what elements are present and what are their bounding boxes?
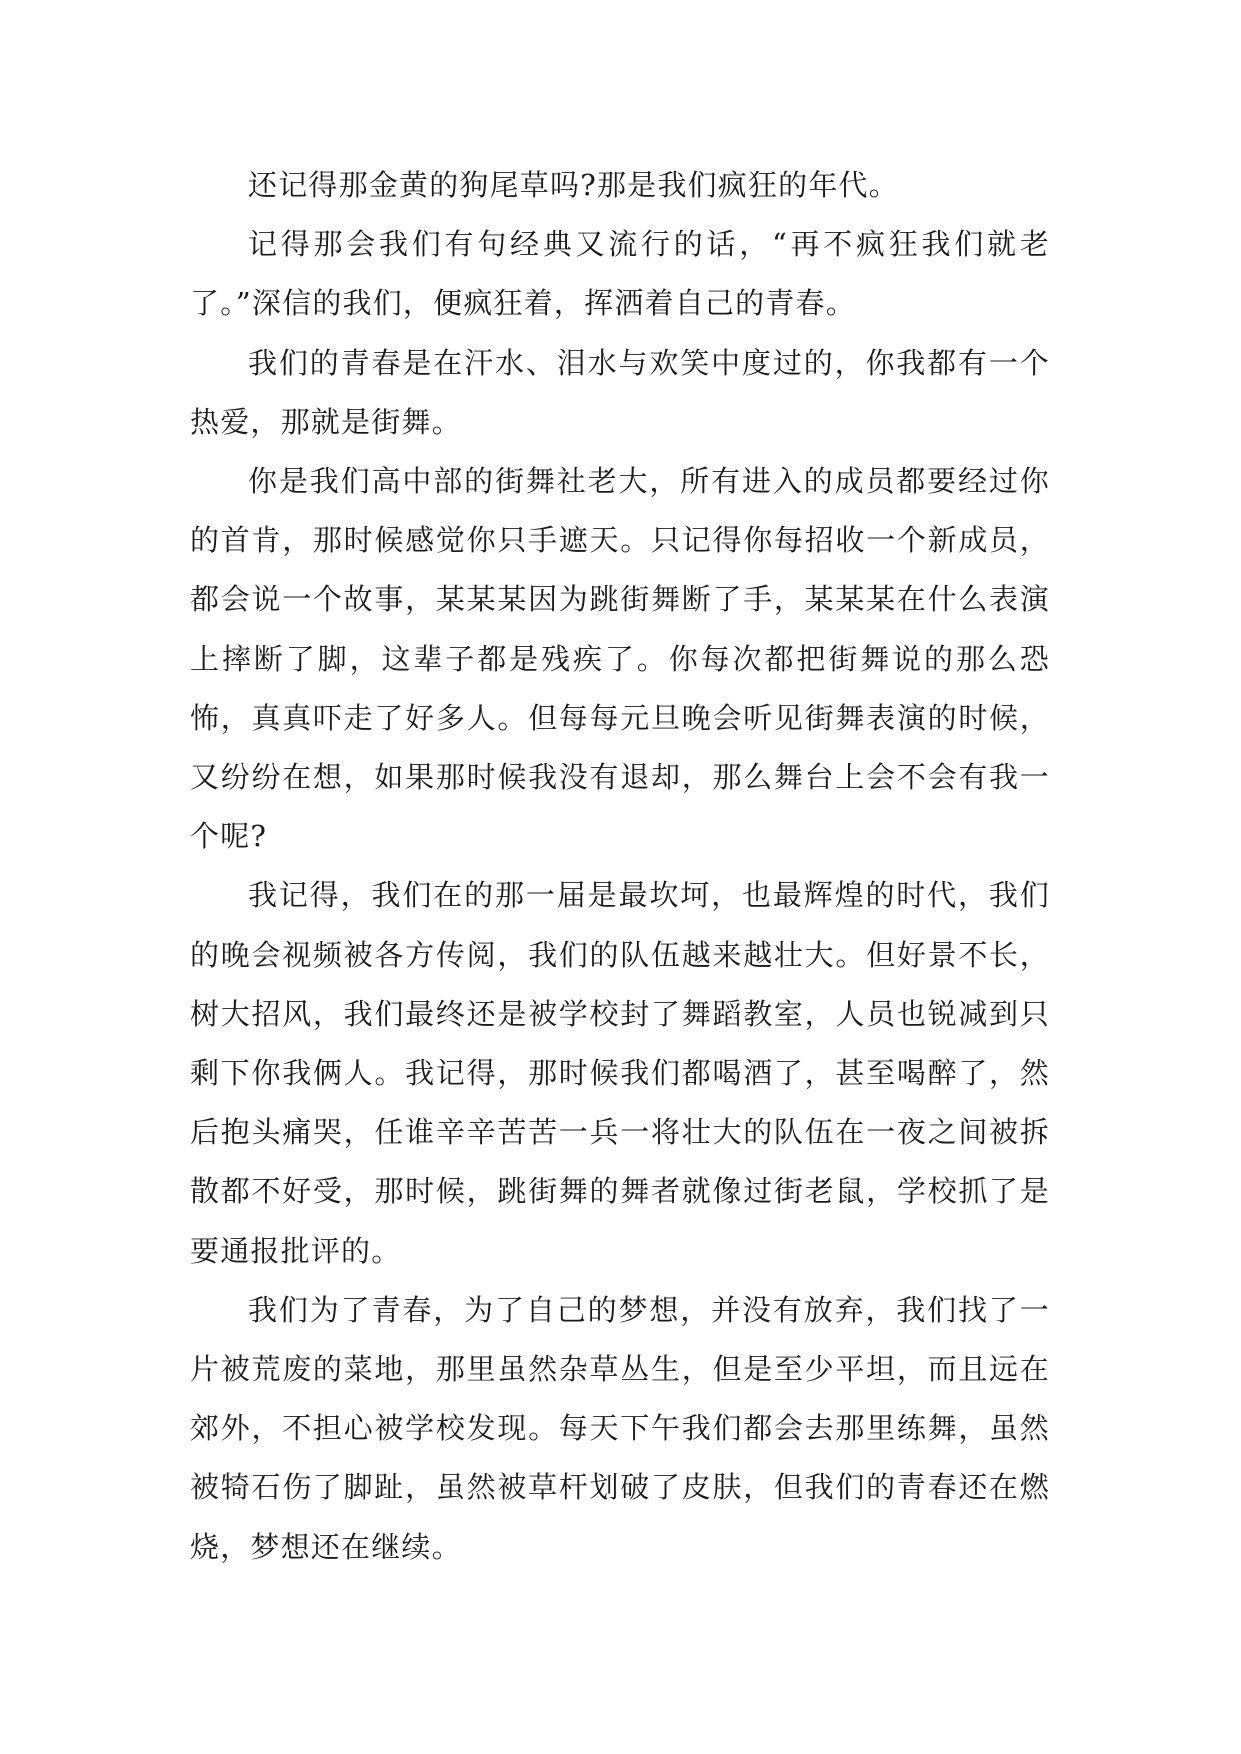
paragraph-1: 还记得那金黄的狗尾草吗?那是我们疯狂的年代。 xyxy=(248,168,899,202)
paragraph-2: 记得那会我们有句经典又流行的话，“再不疯狂我们就老了。”深信的我们，便疯狂着，挥洒着自己的青春。 xyxy=(190,227,1050,321)
paragraph-5: 我记得，我们在的那一届是最坎坷，也最辉煌的时代，我们的晚会视频被各方传阅，我们的队伍越来越壮大。但好景不长，树大招风，我们最终还是被学校封了舞蹈教室，人员也锐减到只剩下你我俩人。我记得，那时候我们都喝酒了，甚至喝醉了，然后抱头痛哭，任谁辛辛苦苦一兵一将壮大的队伍在一夜之间被拆散都不好受，那时候，跳街舞的舞者就像过街老鼠，学校抓了是要通报批评的。 xyxy=(190,878,1050,1268)
paragraph-6: 我们为了青春，为了自己的梦想，并没有放弃，我们找了一片被荒废的菜地，那里虽然杂草丛生，但是至少平坦，而且远在郊外，不担心被学校发现。每天下午我们都会去那里练舞，虽然被犄石伤了脚趾，虽然被草杆划破了皮肤，但我们的青春还在燃烧，梦想还在继续。 xyxy=(190,1292,1050,1564)
paragraph-3: 我们的青春是在汗水、泪水与欢笑中度过的，你我都有一个热爱，那就是街舞。 xyxy=(190,345,1050,439)
document-body xyxy=(190,156,1050,1577)
paragraph-4: 你是我们高中部的街舞社老大，所有进入的成员都要经过你的首肯，那时候感觉你只手遮天。只记得你每招收一个新成员，都会说一个故事，某某某因为跳街舞断了手，某某某在什么表演上摔断了脚，这辈子都是残疾了。你每次都把街舞说的那么恐怖，真真吓走了好多人。但每每元旦晚会听见街舞表演的时候，又纷纷在想，如果那时候我没有退却，那么舞台上会不会有我一个呢? xyxy=(190,464,1050,854)
